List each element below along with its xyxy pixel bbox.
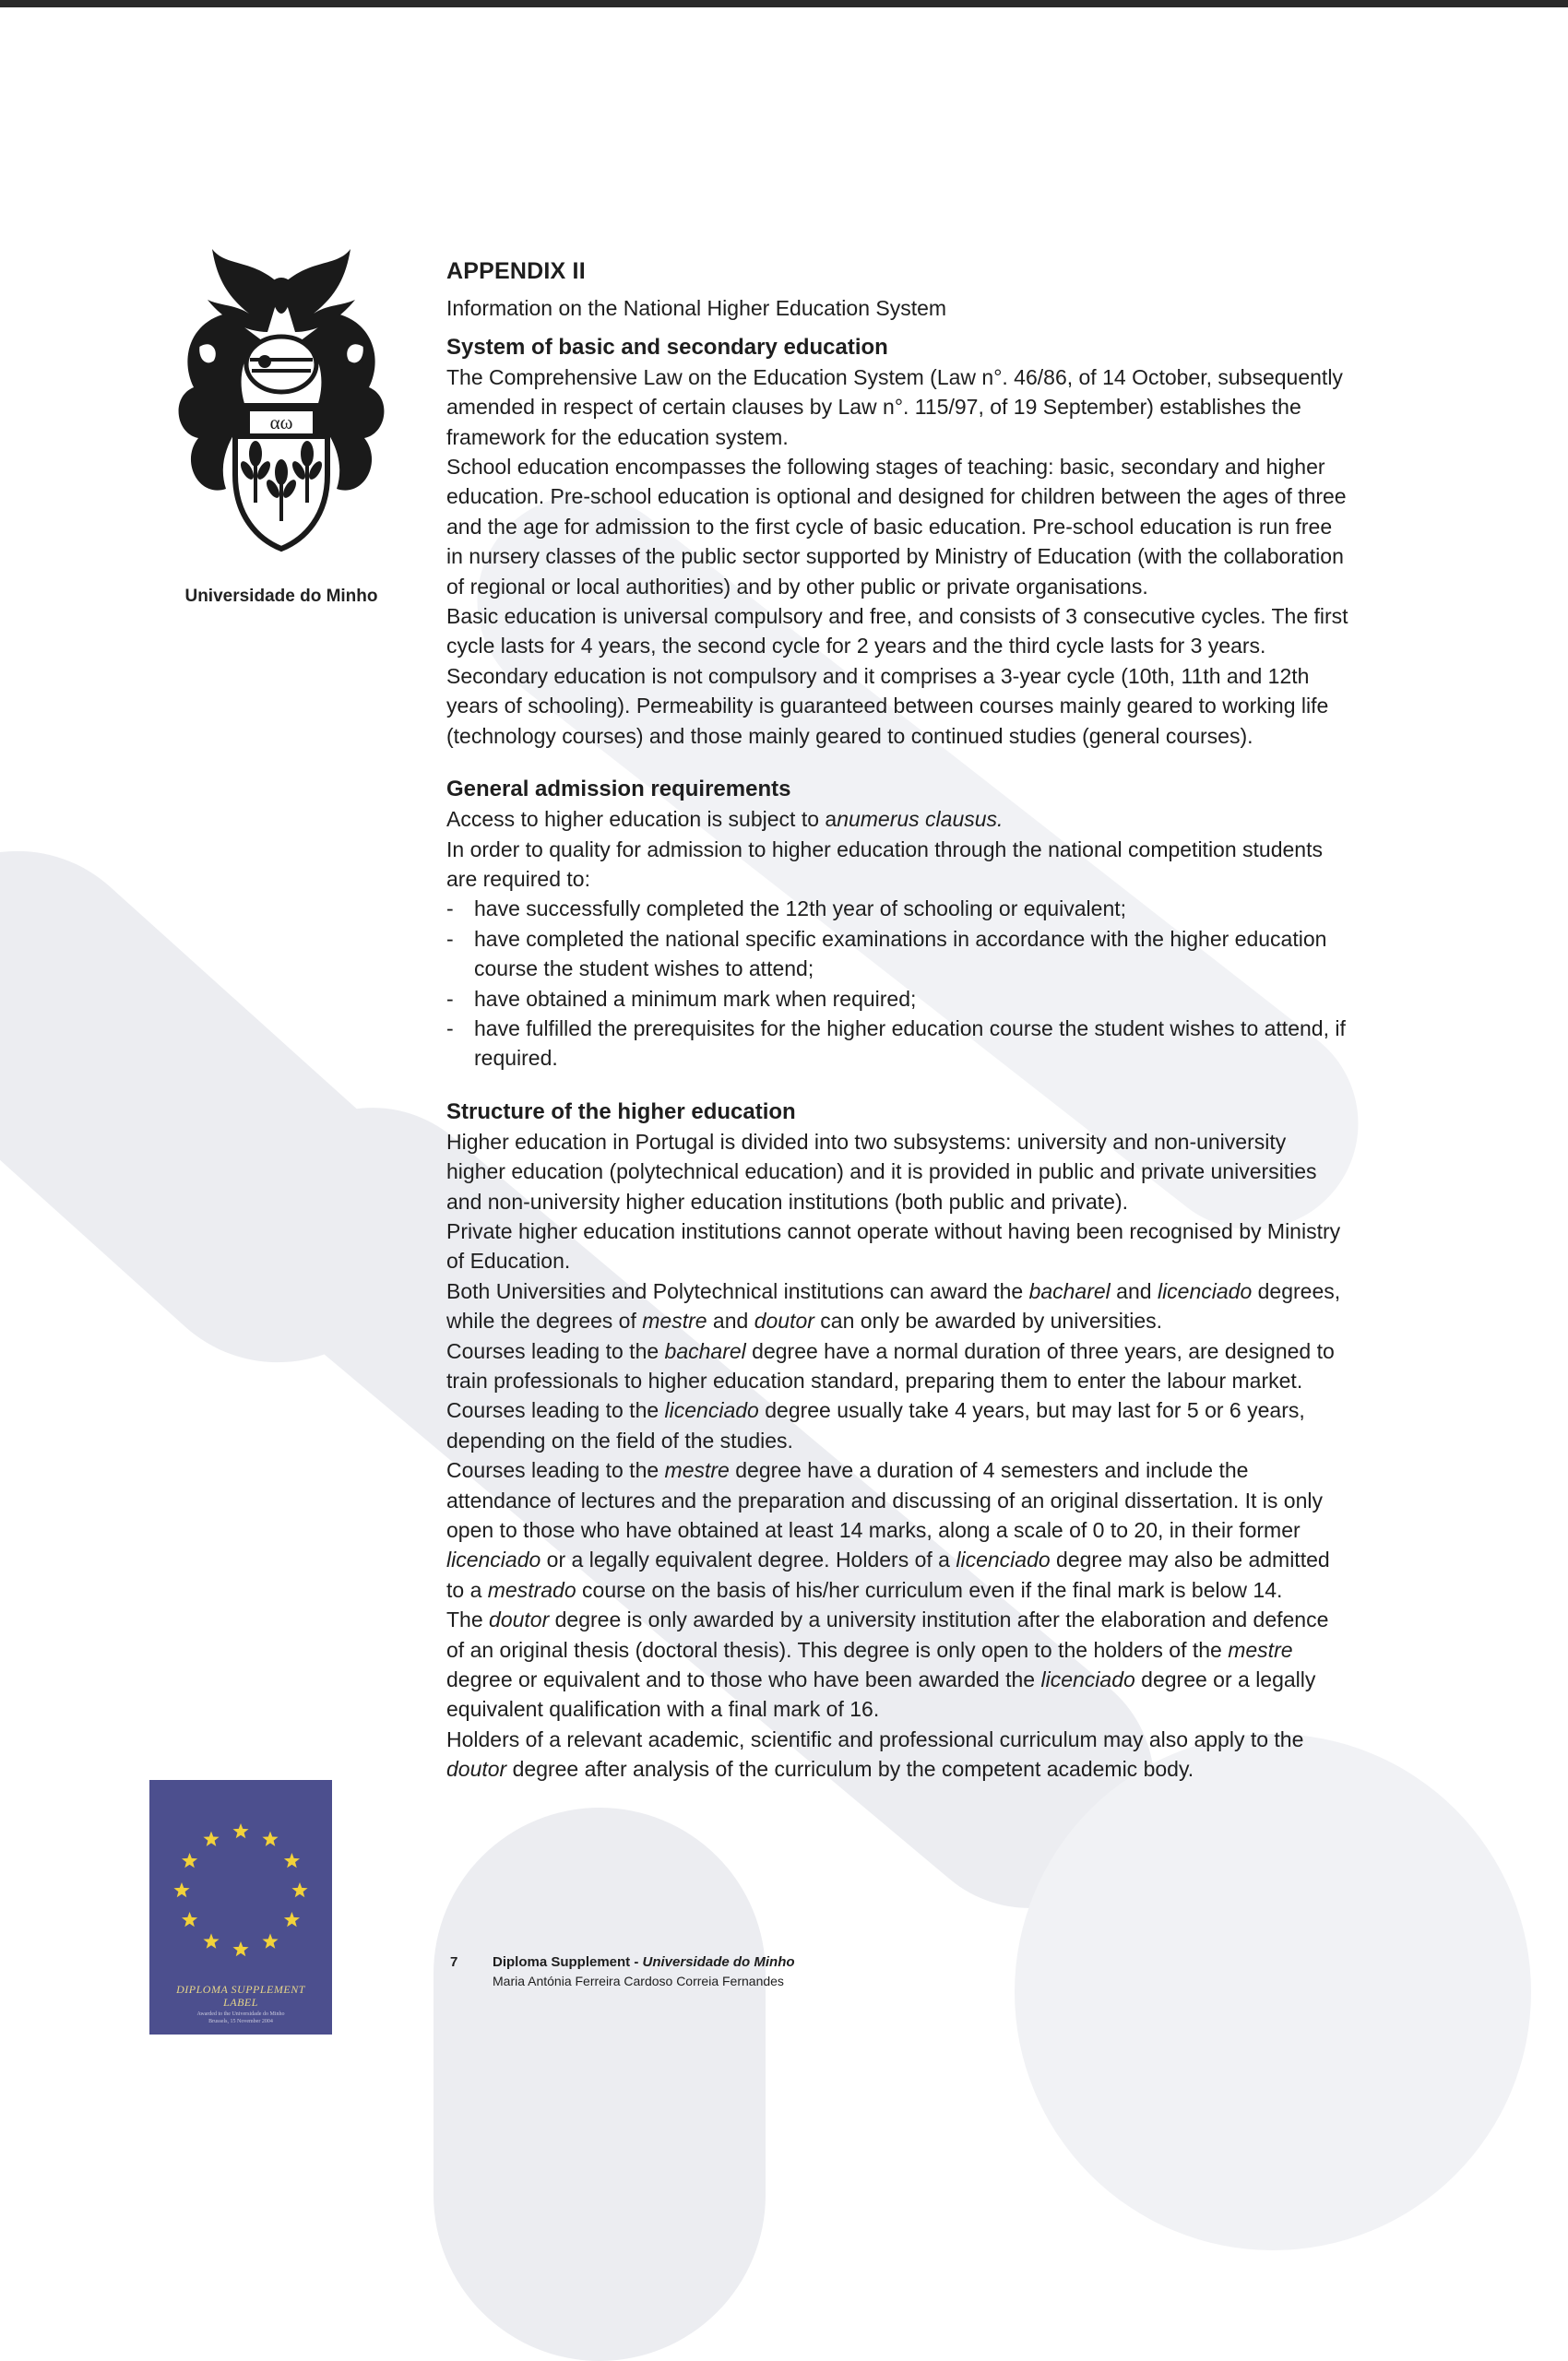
paragraph: Courses leading to the mestre degree have a duration of 4 semesters and include the attendance of lectures and the preparation and discussing of an original dissertation. It is only open to those who have obtained at least 14 marks, along a scale of 0 to 20, in their former licenciado or a legally equivalent degree. Holders of a licenciado degree may also be admitted to a mestrado course on the basis of his/her curriculum even if the final mark is below 14.	[446, 1458, 1330, 1602]
paragraph: Courses leading to the bacharel degree have a normal duration of three years, are designed to train professionals to higher education standard, preparing them to enter the labour market.	[446, 1338, 1335, 1393]
paragraph: Holders of a relevant academic, scientific and professional curriculum may also apply to the doutor degree after analysis of the curriculum by the competent academic body.	[446, 1726, 1304, 1782]
list-item: - have successfully completed the 12th year of schooling or equivalent;	[446, 894, 1350, 923]
background-swoosh	[1015, 1734, 1531, 2250]
list-item: - have obtained a minimum mark when required;	[446, 984, 1350, 1014]
label-title: DIPLOMA SUPPLEMENT LABEL	[176, 1983, 305, 2009]
paragraph: Courses leading to the licenciado degree usually take 4 years, but may last for 5 or 6 years, depending on the field of the studies.	[446, 1398, 1305, 1453]
star-icon	[173, 1882, 189, 1897]
eu-stars-icon	[149, 1780, 332, 1983]
paragraph: Access to higher education is subject to anumerus clausus.	[446, 807, 1004, 832]
paragraph: Secondary education is not compulsory and it comprises a 3-year cycle (10th, 11th and 12th years of schooling). Permeability is guaranteed between courses mainly geared to working life (technology courses) and those mainly geared to continued studies (general courses).	[446, 663, 1329, 748]
section-admission	[446, 775, 1350, 1074]
star-icon	[232, 1941, 248, 1956]
star-icon	[203, 1933, 219, 1948]
diploma-supplement-label	[149, 1780, 332, 2035]
star-icon	[182, 1853, 197, 1868]
requirements-list	[446, 894, 1350, 1073]
footer-doc-title: Diploma Supplement - Universidade do Minho	[493, 1954, 795, 1970]
section-title: Structure of the higher education	[446, 1098, 796, 1124]
list-item: - have completed the national specific examinations in accordance with the higher education course the student wishes to attend;	[446, 924, 1350, 984]
background-swoosh	[434, 1808, 766, 2361]
page-number: 7	[450, 1954, 458, 1970]
section-basic-education	[446, 333, 1350, 751]
paragraph: Higher education in Portugal is divided into two subsystems: university and non-university higher education (polytechnical education) and it is provided in public and private universities and non-university higher education institutions (both public and private).	[446, 1129, 1317, 1214]
paragraph: The doutor degree is only awarded by a university institution after the elaboration and defence of an original thesis (doctoral thesis). This degree is only open to the holders of the mestre degree or equivalent and to those who have been awarded the licenciado degree or a legally equivalent qualification with a final mark of 16.	[446, 1608, 1329, 1722]
star-icon	[182, 1912, 197, 1927]
star-icon	[203, 1832, 219, 1846]
list-item: - have fulfilled the prerequisites for the higher education course the student wishes to attend, if required.	[446, 1014, 1350, 1074]
page-subtitle: Information on the National Higher Education System	[446, 296, 947, 321]
star-icon	[232, 1823, 248, 1838]
page-heading: APPENDIX II	[446, 258, 586, 284]
paragraph: Private higher education institutions cannot operate without having been recognised by Ministry of Education.	[446, 1218, 1341, 1274]
paragraph: School education encompasses the following stages of teaching: basic, secondary and higher education. Pre-school education is optional and designed for children between the ages of three and the age for admission to the first cycle of basic education. Pre-school education is run free in nursery classes of the public sector supported by Ministry of Education (with the collaboration of regional or local authorities) and by other public or private organisations.	[446, 455, 1347, 599]
paragraph: The Comprehensive Law on the Education System (Law n°. 46/86, of 14 October, subsequently amended in respect of certain clauses by Law n°. 115/97, of 19 September) establishes the framework for the education system.	[446, 364, 1343, 449]
crest-letters: αω	[269, 411, 293, 433]
scan-top-edge	[0, 0, 1568, 7]
section-structure	[446, 1097, 1350, 1785]
main-content	[446, 256, 1350, 1809]
paragraph: Both Universities and Polytechnical institutions can award the bacharel and licenciado degrees, while the degrees of mestre and doutor can only be awarded by universities.	[446, 1278, 1341, 1334]
star-icon	[262, 1832, 278, 1846]
star-icon	[284, 1912, 300, 1927]
star-icon	[291, 1882, 307, 1897]
footer-person-name: Maria Antónia Ferreira Cardoso Correia Fernandes	[493, 1974, 784, 1988]
section-title: General admission requirements	[446, 777, 791, 802]
star-icon	[284, 1853, 300, 1868]
star-icon	[262, 1933, 278, 1948]
section-title: System of basic and secondary education	[446, 334, 888, 360]
label-fine-print: Awarded to the Universidade do Minho Brussels, 15 November 2004	[196, 2011, 285, 2024]
paragraph: Basic education is universal compulsory and free, and consists of 3 consecutive cycles. The first cycle lasts for 4 years, the second cycle for 2 years and the third cycle lasts for 3 years.	[446, 604, 1348, 658]
paragraph: In order to quality for admission to higher education through the national competition students are required to:	[446, 836, 1323, 891]
university-name: Universidade do Minho	[184, 587, 378, 606]
